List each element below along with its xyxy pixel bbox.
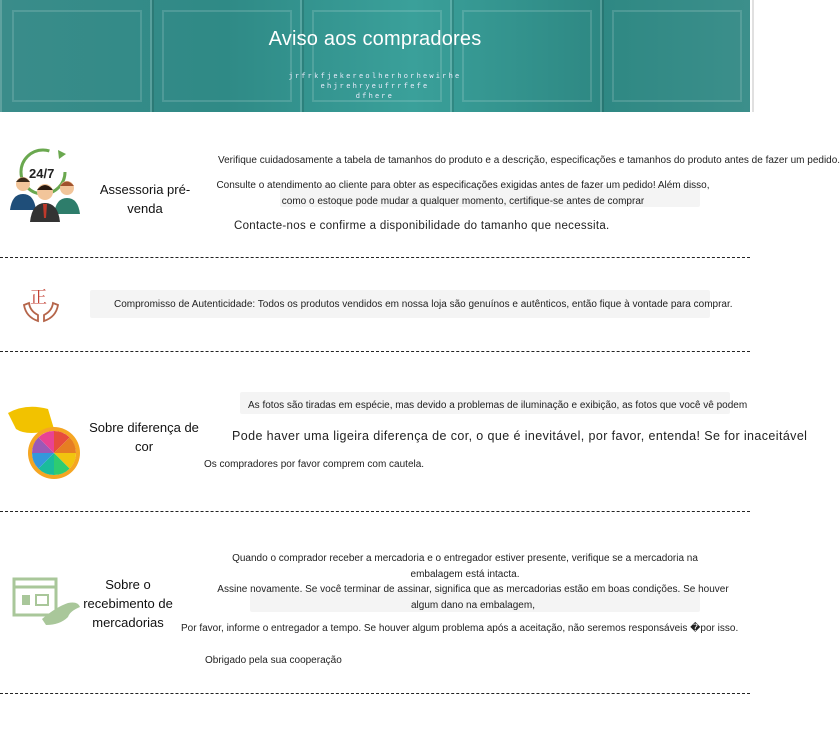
section-divider (0, 351, 750, 352)
color-text-line: Pode haver uma ligeira diferença de cor, o que é inevitável, por favor, entenda! Se for inaceitável (232, 429, 808, 443)
section-divider (0, 257, 750, 258)
receipt-text-line: Obrigado pela sua cooperação (205, 655, 342, 666)
section-divider (0, 511, 750, 512)
banner-subtitle: dfhere (355, 93, 395, 101)
section-title: Assessoria pré-venda (99, 182, 191, 216)
color-wheel-icon (6, 403, 86, 483)
package-delivery-icon (12, 573, 82, 629)
header-banner (0, 0, 750, 112)
color-text-line: Os compradores por favor comprem com cautela. (204, 459, 425, 470)
support-team-24-7-icon (6, 142, 86, 228)
banner-subtitle: jrfrkfjekereolherhorhewirhe (288, 73, 462, 81)
hands-seal-icon (20, 283, 62, 323)
receipt-text-line: Assine novamente. Se você terminar de assinar, significa que as mercadorias estão em boas condições. Se houver algum dano na embalagem, (217, 584, 729, 611)
presale-text-line: Verifique cuidadosamente a tabela de tamanhos do produto e a descrição, especificações e tamanhos do produto antes de fazer um pedido. (218, 155, 840, 166)
svg-text:正: 正 (30, 288, 47, 308)
banner-subtitle: ehjrehryeufrrfefe (320, 83, 430, 91)
presale-text-line: Consulte o atendimento ao cliente para obter as especificações exigidas antes de fazer um pedido! Além disso, como o estoque pode mudar a qualquer momento, certifique-se antes de comprar (216, 180, 710, 207)
section-title: Sobre diferença de cor (89, 420, 199, 454)
section-divider (0, 693, 750, 694)
presale-text-line: Contacte-nos e confirme a disponibilidade do tamanho que necessita. (234, 220, 610, 232)
page-title: Aviso aos compradores (268, 28, 482, 50)
receipt-text-line: Por favor, informe o entregador a tempo. Se houver algum problema após a aceitação, não seremos responsáveis �por isso. (181, 623, 739, 634)
authenticity-text: Compromisso de Autenticidade: Todos os produtos vendidos em nossa loja são genuínos e autênticos, então fique à vontade para comprar. (114, 299, 733, 310)
svg-text:24/7: 24/7 (29, 166, 55, 181)
section-title: Sobre o recebimento de mercadorias (83, 577, 173, 630)
color-text-line: As fotos são tiradas em espécie, mas devido a problemas de iluminação e exibição, as fotos que você vê podem (248, 400, 748, 411)
receipt-text-line: Quando o comprador receber a mercadoria e o entregador estiver presente, verifique se a mercadoria na embalagem está intacta. (232, 553, 698, 580)
